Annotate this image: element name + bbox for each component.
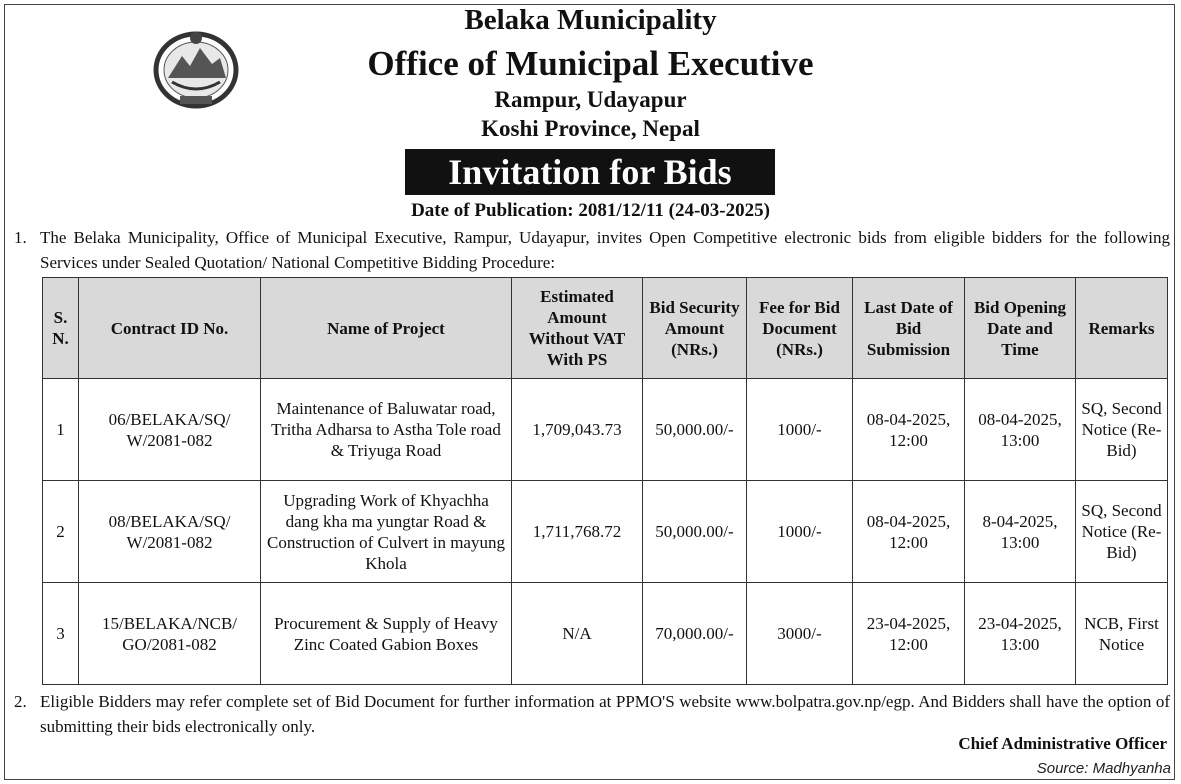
col-header-estimated-amount: Estimated Amount Without VAT With PS <box>512 278 643 379</box>
cell-document-fee: 1000/- <box>747 481 853 583</box>
cell-estimated-amount: N/A <box>512 583 643 685</box>
notice-title-banner: Invitation for Bids <box>405 149 775 195</box>
cell-remarks: SQ, Second Notice (Re-Bid) <box>1076 379 1168 481</box>
cell-contract-id: 15/BELAKA/NCB/ GO/2081-082 <box>79 583 261 685</box>
col-header-contract-id: Contract ID No. <box>79 278 261 379</box>
col-header-bid-security: Bid Security Amount (NRs.) <box>643 278 747 379</box>
cell-last-date: 23-04-2025, 12:00 <box>853 583 965 685</box>
cell-project-name: Upgrading Work of Khyachha dang kha ma yungtar Road & Construction of Culvert in mayung Khola <box>261 481 512 583</box>
col-header-opening-date: Bid Opening Date and Time <box>965 278 1076 379</box>
cell-opening-date: 08-04-2025, 13:00 <box>965 379 1076 481</box>
source-credit: Source: Madhyanha <box>1036 760 1171 777</box>
office-name: Office of Municipal Executive <box>367 44 814 83</box>
cell-project-name: Procurement & Supply of Heavy Zinc Coated Gabion Boxes <box>261 583 512 685</box>
cell-opening-date: 23-04-2025, 13:00 <box>965 583 1076 685</box>
col-header-document-fee: Fee for Bid Document (NRs.) <box>747 278 853 379</box>
bids-table <box>42 277 1168 685</box>
cell-sn: 3 <box>43 583 79 685</box>
cell-opening-date: 8-04-2025, 13:00 <box>965 481 1076 583</box>
cell-contract-id: 06/BELAKA/SQ/ W/2081-082 <box>79 379 261 481</box>
cell-sn: 1 <box>43 379 79 481</box>
cell-remarks: NCB, First Notice <box>1076 583 1168 685</box>
cell-document-fee: 3000/- <box>747 583 853 685</box>
table-row <box>43 481 1168 583</box>
paragraph-number: 2. <box>14 692 27 711</box>
cell-project-name: Maintenance of Baluwatar road, Tritha Adharsa to Astha Tole road & Triyuga Road <box>261 379 512 481</box>
table-row <box>43 583 1168 685</box>
cell-estimated-amount: 1,709,043.73 <box>512 379 643 481</box>
cell-contract-id: 08/BELAKA/SQ/ W/2081-082 <box>79 481 261 583</box>
cell-last-date: 08-04-2025, 12:00 <box>853 481 965 583</box>
address-line-1: Rampur, Udayapur <box>494 87 687 112</box>
municipality-name: Belaka Municipality <box>464 4 717 36</box>
table-header-row <box>43 278 1168 379</box>
signature-title: Chief Administrative Officer <box>958 734 1167 753</box>
cell-bid-security: 70,000.00/- <box>643 583 747 685</box>
paragraph-text: The Belaka Municipality, Office of Municipal Executive, Rampur, Udayapur, invites Open Competitive electronic bids from eligible bidders for the following Services under Sealed Quotation/ National Competitive Bidding Procedure: <box>40 228 1170 272</box>
paragraph-2 <box>14 689 1170 739</box>
cell-remarks: SQ, Second Notice (Re-Bid) <box>1076 481 1168 583</box>
cell-bid-security: 50,000.00/- <box>643 379 747 481</box>
paragraph-text: Eligible Bidders may refer complete set of Bid Document for further information at PPMO'S website www.bolpatra.gov.np/egp. And Bidders shall have the option of submitting their bids electronically only. <box>40 692 1170 736</box>
cell-sn: 2 <box>43 481 79 583</box>
col-header-last-date: Last Date of Bid Submission <box>853 278 965 379</box>
cell-bid-security: 50,000.00/- <box>643 481 747 583</box>
table-row <box>43 379 1168 481</box>
address-line-2: Koshi Province, Nepal <box>481 116 700 141</box>
cell-last-date: 08-04-2025, 12:00 <box>853 379 965 481</box>
col-header-remarks: Remarks <box>1076 278 1168 379</box>
publication-date: Date of Publication: 2081/12/11 (24-03-2025) <box>411 200 770 221</box>
col-header-sn: S. N. <box>43 278 79 379</box>
cell-estimated-amount: 1,711,768.72 <box>512 481 643 583</box>
paragraph-1 <box>14 225 1170 275</box>
paragraph-number: 1. <box>14 228 27 247</box>
cell-document-fee: 1000/- <box>747 379 853 481</box>
col-header-project-name: Name of Project <box>261 278 512 379</box>
